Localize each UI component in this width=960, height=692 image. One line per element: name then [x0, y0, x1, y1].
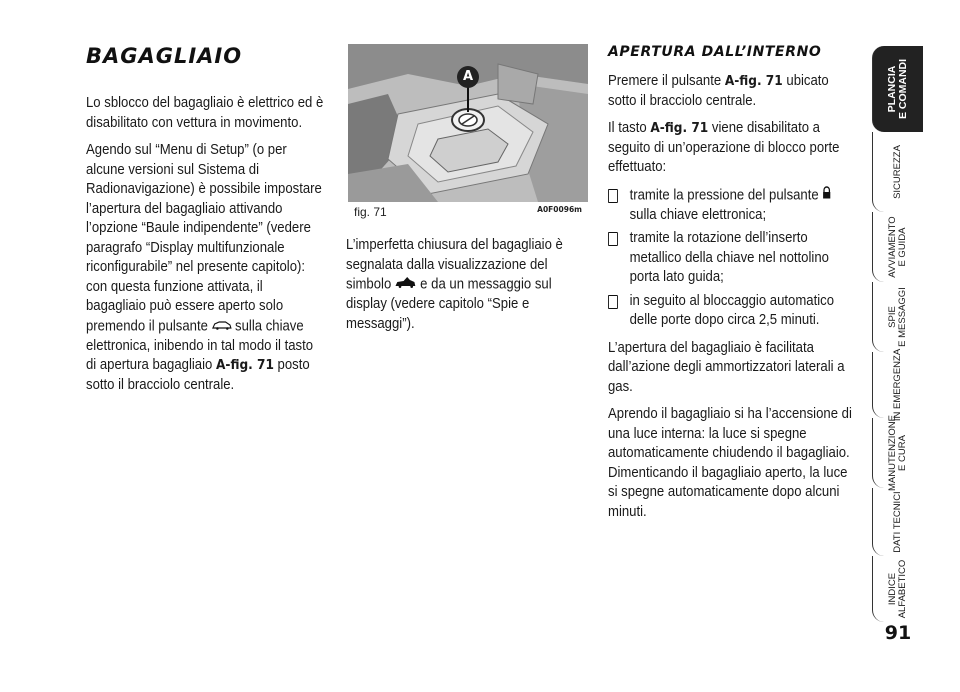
- paragraph-setup: [86, 141, 326, 395]
- bullet-text: tramite la pressione del pulsante: [629, 187, 819, 204]
- section-title: APERTURA DALL’INTERNO: [608, 44, 822, 60]
- figure-code: A0F0096m: [537, 205, 582, 214]
- page-title: BAGAGLIAIO: [86, 44, 243, 68]
- paragraph-press-part2: ubicato sotto il bracciolo centrale.: [608, 73, 829, 109]
- tab-label: DATI TECNICI: [892, 491, 903, 553]
- paragraph-dampers: L’apertura del bagagliaio è facilitata dall’azione degli ammortizzatori laterali a gas.: [608, 339, 845, 395]
- tab-manutenzione-e-cura[interactable]: [872, 415, 923, 491]
- tab-spie-e-messaggi[interactable]: [872, 282, 923, 352]
- tab-indice-alfabetico[interactable]: [872, 556, 923, 622]
- left-body: [86, 94, 326, 403]
- paragraph-disabled-part2: viene disabilitato a seguito di un’operazione di blocco porte effettuato:: [608, 120, 840, 175]
- checkbox-bullet-icon: [608, 295, 618, 309]
- tab-label: AVVIAMENTO E GUIDA: [887, 216, 908, 278]
- figure-71: [348, 44, 588, 220]
- figure-marker: A: [457, 66, 479, 88]
- paragraph-press-part1: Premere il pulsante: [608, 73, 722, 89]
- paragraph-setup-part1: Agendo sul “Menu di Setup” (o per alcune versioni sul Sistema di Radionavigazione) è possibile impostare l’apertura del bagagliaio attivando l’opzione “Baule indipendente” (vedere paragrafo “Display multifunzionale riconfigurabile” nel presente capitolo): con questa funzione attivata, il bagagliaio può essere aperto solo premendo il pulsante: [86, 142, 322, 335]
- paragraph-warning-part2: e da un messaggio sul display (vedere capitolo “Spie e messaggi”).: [346, 276, 552, 332]
- middle-body: [346, 236, 588, 342]
- tab-dati-tecnici[interactable]: [872, 488, 923, 556]
- tab-label: INDICE ALFABETICO: [887, 559, 908, 619]
- paragraph-disabled: [608, 119, 854, 178]
- checkbox-bullet-icon: [608, 189, 618, 203]
- paragraph-disabled-part1: Il tasto: [608, 120, 647, 136]
- bullet-list: [608, 186, 854, 331]
- list-item: [608, 229, 854, 288]
- bullet-text: in seguito al bloccaggio automatico delle porte dopo circa 2,5 minuti.: [629, 292, 835, 329]
- open-trunk-icon: [395, 275, 417, 295]
- paragraph-light: Aprendo il bagagliaio si ha l’accensione di una luce interna: la luce si spegne automaticamente chiudendo il bagagliaio. Dimenticando il bagagliaio aperto, la luce si spegne automaticamente dopo alcuni minuti.: [608, 406, 852, 520]
- tab-in-emergenza[interactable]: [872, 348, 923, 422]
- tab-label: PLANCIA E COMANDI: [886, 58, 909, 120]
- section-tabs: [872, 16, 924, 628]
- paragraph-setup-part2: sulla chiave elettronica, inibendo in tal modo il tasto di apertura bagagliaio: [86, 318, 314, 374]
- tab-sicurezza[interactable]: [872, 132, 923, 212]
- tab-label: IN EMERGENZA: [892, 348, 903, 422]
- paragraph-intro: Lo sblocco del bagagliaio è elettrico ed è disabilitato con vettura in movimento.: [86, 95, 324, 131]
- bullet-text: tramite la rotazione dell’inserto metallico della chiave nel nottolino porta lato guida;: [629, 230, 829, 286]
- figure-label: fig. 71: [354, 205, 387, 219]
- paragraph-warning: [346, 236, 588, 334]
- paragraph-setup-part3: posto sotto il bracciolo centrale.: [86, 357, 310, 393]
- paragraph-press: [608, 72, 854, 111]
- checkbox-bullet-icon: [608, 232, 618, 246]
- figure-reference[interactable]: A-fig. 71: [650, 120, 709, 136]
- figure-photo: [348, 44, 588, 202]
- list-item: [608, 292, 854, 331]
- figure-reference[interactable]: A-fig. 71: [724, 73, 783, 89]
- right-body: [608, 72, 854, 530]
- figure-reference[interactable]: A-fig. 71: [215, 357, 274, 374]
- tab-label: SPIE E MESSAGGI: [887, 287, 908, 347]
- padlock-icon: [822, 186, 831, 206]
- list-item: [608, 186, 854, 226]
- car-trunk-icon: [212, 317, 232, 337]
- page-number: 91: [884, 622, 912, 644]
- bullet-text: sulla chiave elettronica;: [629, 206, 767, 223]
- tab-plancia-e-comandi[interactable]: [872, 46, 923, 132]
- tab-avviamento-e-guida[interactable]: [872, 212, 923, 282]
- tab-label: MANUTENZIONE E CURA: [887, 415, 908, 491]
- tab-label: SICUREZZA: [892, 145, 903, 199]
- paragraph-warning-part1: L’imperfetta chiusura del bagagliaio è segnalata dalla visualizzazione del simbolo: [346, 237, 563, 293]
